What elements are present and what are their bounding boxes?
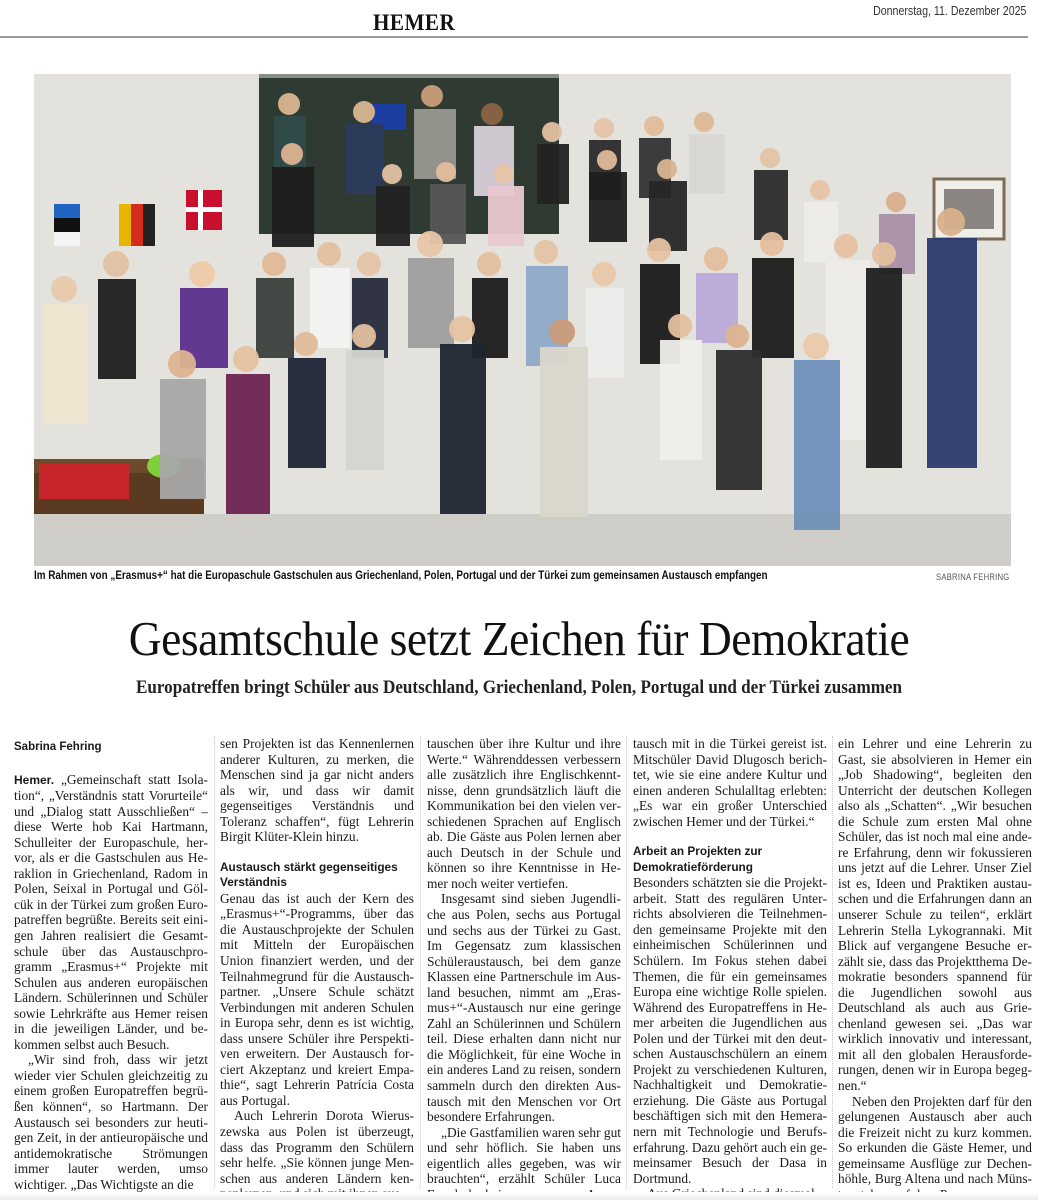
paragraph xyxy=(14,772,208,1053)
chalkboard-frame xyxy=(259,74,559,78)
article-column-4 xyxy=(633,736,827,1200)
section-name: HEMER xyxy=(373,10,456,35)
paragraph: tauschen über ihre Kultur und ihre Werte.“ Währenddessen verbessern alle zusätzlich ihre Englischkenntnisse, denn grundsätzlich läuft die Kommunikation bei den vielen verschiedenen Sprachen auf Englisch ab. Die Gäste aus Polen lernen aber auch Deutsch in der Schule und können so ihre Kenntnisse in Hemer noch weiter vertiefen. xyxy=(427,736,621,891)
paragraph: Besonders schätzten sie die Projektarbeit. Statt des regulären Unterrichts absolvieren die Teilnehmenden gemeinsame Projekte mit den einheimischen Schülerinnen und Schülern. Im Fokus stehen dabei Themen, die für ein gemeinsames Europa eine wichtige Rolle spielen. Während des Europatreffens in Hemer arbeiten die Jugendlichen aus Polen und der Türkei mit den deutschen Austauschschülern an einem Projekt zu verschiedenen Kulturen, Nachhaltigkeit und Demokratieerziehung. Die Gäste aus Portugal beschäftigen sich mit den Hemeranern mit Technologie und Berufserfahrung. Dazu gehört auch ein gemeinsamer Besuch der Dasa in Dortmund. xyxy=(633,875,827,1186)
page-bottom-edge xyxy=(0,1192,1038,1200)
paragraph: Auch Lehrerin Dorota Wieruszewska aus Polen ist überzeugt, dass das Programm den Schülern sehr helfe. „Sie können junge Menschen aus anderen Ländern ken xyxy=(220,1108,414,1186)
column-divider xyxy=(420,736,421,1188)
paragraph: Insgesamt sind sieben Jugendliche aus Polen, sechs aus Portugal und sechs aus der Türkei zu Gast. Im Gegensatz zum klassischen Schüleraustausch, bei dem ganze Klassen eine Partnerschule im Ausland besuchen, nimmt am „Erasmus+“-Austausch nur eine geringe Zahl an Schülerinnen und Schülern teil. Diese erhalten dann nicht nur die Möglichkeit, für eine Woche in ein anderes Land zu reisen, sondern sammeln durch den direkten Austausch mit den Menschen vor Ort besondere Erfahrungen. xyxy=(427,891,621,1125)
issue-date: Donnerstag, 11. Dezember 2025 xyxy=(872,4,1026,18)
column-divider xyxy=(214,736,215,1188)
paragraph: tausch mit in die Türkei gereist ist. Mitschüler David Dlugosch berichtet, wie sie eine andere Kultur und einen anderen Schulalltag erlebten: „Es war ein großer Unterschied zwischen Hemer und der Türkei.“ xyxy=(633,736,827,829)
paragraph: ein Lehrer und eine Lehrerin zu Gast, sie absolvieren in Hemer ein „Job Shadowing“, begleiten den Unterricht der deutschen Kollegen also als „Schatten“. „Wir besuchen die Schule zum ersten Mal ohne Schüler, das ist noch mal eine andere Erfahrung, denn wir fokussieren uns jetzt auf die Lehrer. Unser Ziel ist es, Ideen und Praktiken austauschen und die Erfahrungen dann an unserer Schule zu teilen“, erklärt Lehrerin Stella Lykogrannaki. Mit Blick auf vergangene Besuche erzählt sie, dass das Projektthema Demokratie besonders spannend für die Jugendlichen sowohl aus Deutschland als auch aus Griechenland gewesen sei. „Das war wirklich innovativ und interessant, mit all den globalen Herausforderungen, denen wir in Europa begegnen.“ xyxy=(838,736,1032,1094)
photo-credit: SABRINA FEHRING xyxy=(936,572,1010,582)
paragraph: Neben den Projekten darf für den gelungenen Austausch aber auch die Freizeit nicht zu kurz kommen. So erkunden die Gäste Hemer, und gemeinsame Ausflüge zur Dechenhöhle, Burg Altena und nach Müns xyxy=(838,1093,1032,1187)
paragraph: „Die Gastfamilien waren sehr gut und sehr höflich. Sie haben uns eigentlich alles gegeben, was wir brauchten“, erzählt Schüler Luca xyxy=(427,1124,621,1187)
article-column-3 xyxy=(427,736,621,1200)
flag-denmark xyxy=(186,190,222,230)
article-subhead: Arbeit an Projekten zur Demokratieförderung xyxy=(633,844,763,874)
article-column-2 xyxy=(220,736,414,1200)
article-subhead: Austausch stärkt gegenseitiges Verständnis xyxy=(220,859,398,890)
column-divider xyxy=(832,736,833,1188)
article-body xyxy=(14,736,1030,1196)
author-byline: Sabrina Fehring xyxy=(14,741,102,753)
paragraph-text: „Gemeinschaft statt Isolation“, „Verständnis statt Vorurteile“ und „Dialog statt Ausschließen“ – diese Werte hob Kai Hartmann, Schulleiter der Europaschule, hervor, als er die Gastschulen aus Heraklion in Griechenland, Radom in Polen, Seixal in Portugal und Gölcük in der Türkei zum großen Europatreffen begrüßte. Bereits seit einigen Jahren realisiert die Gesamtschule über das Austauschprogramm „Erasmus+“ Projekte mit Schulen aus anderen europäischen Ländern. Schülerinnen und Schüler sowie Lehrkräfte aus Hemer reisen in die jeweiligen Länder, und bekommen selbst auch Besuch. xyxy=(14,771,208,1052)
paragraph: „Wir sind froh, dass wir jetzt wieder vier Schulen gleichzeitig zu einem großen Europatreffen begrüßen können“, so Hartmann. Der Austausch sei besonders zur heutigen Zeit, in der antieuropäische und antidemokratische Strömungen immer lauter werden, umso wichtiger. „Das Wichtigste an die xyxy=(14,1052,208,1192)
article-column-1 xyxy=(14,736,208,1192)
group-photo-image xyxy=(34,74,1011,566)
flag-germany xyxy=(119,204,155,246)
red-cloth xyxy=(39,464,129,499)
paragraph: Genau das ist auch der Kern des „Erasmus+“-Programms, über das die Austauschprojekte der Schulen mit Mitteln der Europäischen Union finanziert werden, und der Teilnahmegrund für die Austauschpartner. „Unsere Schule schätzt Verbindungen mit anderen Schulen in Europa sehr, denn es ist wichtig, dass unsere Schüler ihre Perspektiven erweitern. Der Austausch forciert Akzeptanz und kreiert Empathie“, sagt Lehrerin Patrícia Costa aus Portugal. xyxy=(220,890,414,1108)
paragraph: sen Projekten ist das Kennenlernen anderer Kulturen, zu merken, die Menschen sind ja gar nicht anders als wir, und dass wir damit gegenseitiges Verständnis und Toleranz schaffen“, fügt Lehrerin Birgit Klüter-Klein hinzu. xyxy=(220,736,414,845)
photo-caption: Im Rahmen von „Erasmus+“ hat die Europaschule Gastschulen aus Griechenland, Polen, Portugal und der Türkei zum gemeinsamen Austausch empfangen xyxy=(34,570,768,582)
article-headline: Gesamtschule setzt Zeichen für Demokratie xyxy=(128,611,910,666)
column-divider xyxy=(626,736,627,1188)
flag-estonia xyxy=(54,204,80,246)
dateline: Hemer. xyxy=(14,772,55,787)
header-rule xyxy=(0,36,1028,38)
article-column-5 xyxy=(838,736,1032,1200)
group-photo xyxy=(34,74,1011,566)
article-subheadline: Europatreffen bringt Schüler aus Deutschland, Griechenland, Polen, Portugal und der Türkei zusammen xyxy=(135,677,903,698)
page-header xyxy=(0,0,1038,40)
floor xyxy=(34,514,1011,566)
